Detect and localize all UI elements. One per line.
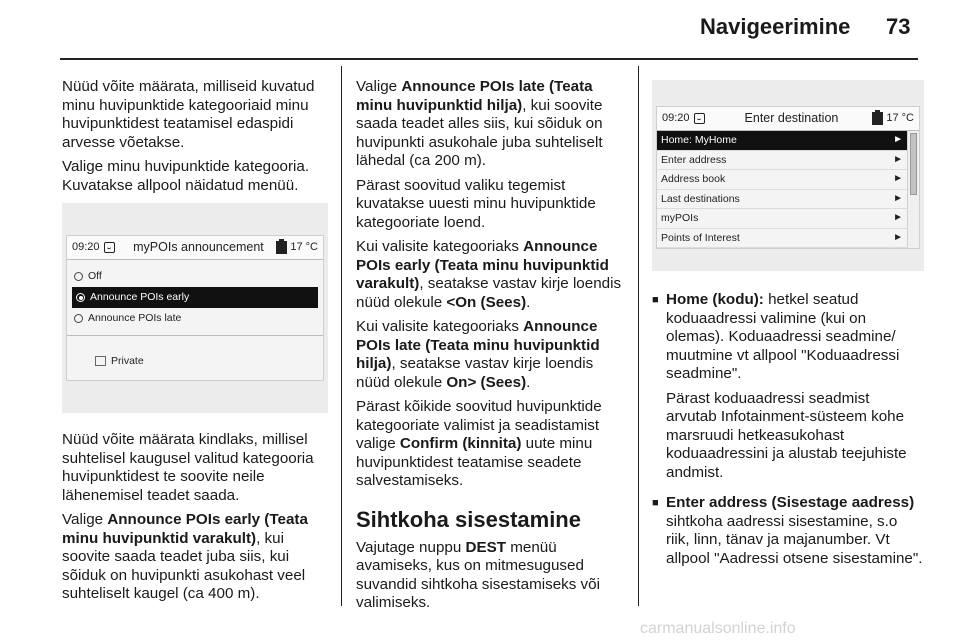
battery-icon	[872, 112, 883, 125]
bold-term: Announce POIs early (Teata minu huvipunktid varakult)	[356, 238, 609, 292]
list-item-address-book[interactable]	[657, 170, 907, 190]
bold-term: DEST	[465, 538, 507, 556]
bold-term: Home (kodu):	[666, 291, 764, 308]
screen-enter-destination	[656, 106, 920, 249]
option-announce-late[interactable]	[67, 308, 323, 329]
list-item-home[interactable]	[657, 131, 907, 151]
temperature: 17 °C	[290, 241, 318, 254]
chevron-right-icon: ►	[893, 173, 903, 184]
text-span: , seatakse vastav kirje loendis nüüd olekule	[356, 355, 594, 391]
chevron-right-icon: ►	[893, 192, 903, 204]
text-span: uute minu huvipunktidest teatamise seadete salvestamiseks.	[356, 435, 593, 489]
col2-paragraph-2: Pärast soovitud valiku tegemist kuvatakse uuesti minu huvipunktide kategooriate loend.	[356, 176, 596, 231]
separator	[67, 335, 323, 336]
destination-list	[657, 131, 919, 248]
option-announce-early[interactable]	[72, 287, 318, 308]
screen-header	[67, 236, 323, 260]
bold-term: Announce POIs early (Teata minu huvipunktid varakult)	[62, 511, 308, 547]
col2-paragraph-4	[356, 318, 624, 392]
list-item-mypois[interactable]	[657, 209, 907, 229]
chevron-right-icon: ►	[893, 212, 903, 223]
text-span: sihtkoha aadressi sisestamine, s.o riik, linn, tänav ja majanumber. Vt allpool "Aadressi otsene sisestamine".	[666, 512, 923, 567]
bold-term: Announce POIs late (Teata minu huvipunktid hilja)	[356, 78, 593, 114]
row-label: Enter address	[661, 153, 727, 166]
text-span: , kui soovite saada teadet alles siis, kui sõiduk on huvipunkti asukohale juba suhteliselt lähedal (ca 200 m).	[356, 96, 603, 169]
private-toggle[interactable]	[67, 342, 323, 380]
col2-paragraph-5	[356, 398, 624, 491]
bold-term: <On (Sees)	[446, 293, 527, 311]
watermark: carmanualsonline.info	[640, 620, 796, 637]
temperature: 17 °C	[886, 112, 914, 125]
scrollbar[interactable]	[907, 131, 919, 248]
list-item-points-of-interest[interactable]	[657, 229, 907, 249]
private-label: Private	[111, 354, 144, 367]
text-span: .	[526, 373, 531, 391]
option-off[interactable]	[67, 266, 323, 287]
chevron-right-icon: ►	[893, 231, 903, 243]
row-label: Home: MyHome	[661, 134, 737, 146]
bullet-square-icon: ■	[652, 497, 659, 509]
text-span: Pärast kõikide soovitud huvipunktide kategooriate valimist ja seadistamist valige	[356, 398, 602, 452]
radio-icon	[74, 272, 83, 281]
screen-title: Enter destination	[744, 111, 839, 126]
bullet-enter-address	[652, 494, 924, 574]
page-title: Navigeerimine	[700, 14, 851, 39]
row-label: Last destinations	[661, 192, 740, 205]
text-span: , kui soovite saada teadet juba siis, kui sõiduk on huvipunkti asukohast veel suhteliselt kaugel (ca 400 m).	[62, 529, 306, 602]
col1-paragraph-3: Nüüd võite määrata kindlaks, millisel suhtelisel kaugusel valitud kategooria huvipunktidest te soovite neile lähenemisel teadet saada.	[62, 431, 314, 504]
text-span: Vajutage nuppu	[356, 538, 466, 556]
text-span: hetkel seatud koduaadressi valimine (kui on olemas). Koduaadressi seadmine/ muutmine vt allpool "Koduaadressi seadmine".	[666, 291, 900, 382]
text-span: Kui valisite kategooriaks	[356, 318, 524, 335]
clock: 09:20	[662, 112, 690, 125]
page-number: 73	[886, 14, 911, 39]
list-item-last-destinations[interactable]	[657, 190, 907, 210]
smiley-icon	[104, 242, 115, 253]
row-label: Address book	[661, 173, 726, 185]
row-label: Points of Interest	[661, 231, 740, 244]
text-span: menüü avamiseks, kus on mitmesugused suvandid sihtkoha sisestamiseks või valimiseks.	[356, 538, 600, 611]
text-span: , seatakse vastav kirje loendis nüüd olekule	[356, 275, 622, 311]
col1-paragraph-4	[62, 511, 328, 604]
column-3	[652, 78, 924, 580]
bullet-paragraph	[666, 494, 924, 568]
bullet-square-icon: ■	[652, 294, 659, 306]
destination-rows	[657, 131, 907, 248]
bullet-paragraph	[666, 291, 924, 384]
screenshot-enter-destination	[652, 80, 924, 271]
option-label: Announce POIs late	[88, 312, 182, 325]
bold-term: Confirm (kinnita)	[399, 435, 522, 452]
text-span: Valige	[62, 511, 108, 528]
smiley-icon	[694, 113, 705, 124]
bullet-text	[666, 494, 924, 574]
bold-term: Announce POIs late (Teata minu huvipunktid hilja)	[356, 318, 600, 372]
private-icon	[95, 356, 106, 366]
col2-paragraph-1	[356, 78, 624, 171]
header-rule	[60, 58, 918, 60]
scrollbar-thumb[interactable]	[910, 133, 917, 195]
bullet-paragraph: Pärast koduaadressi seadmist arvutab Infotainment-süsteem kohe marsruudi hetkeasukohast koduaadressini ja alustab teejuhiste andmist.	[666, 389, 907, 481]
option-label: Announce POIs early	[90, 291, 190, 304]
clock: 09:20	[72, 241, 100, 254]
radio-selected-icon	[76, 293, 85, 302]
column-2	[356, 78, 624, 619]
col2-paragraph-3	[356, 238, 624, 312]
row-label: myPOIs	[661, 212, 699, 224]
battery-icon	[276, 241, 287, 254]
bullet-text	[666, 291, 924, 488]
screen-header	[657, 107, 919, 131]
bullet-home	[652, 291, 924, 488]
col1-paragraph-2: Valige minu huvipunktide kategooria. Kuvatakse allpool näidatud menüü.	[62, 158, 310, 194]
radio-icon	[74, 314, 83, 323]
screen-mypois	[66, 235, 324, 381]
text-span: .	[526, 293, 531, 311]
bold-term: On> (Sees)	[446, 373, 527, 391]
col2-paragraph-6	[356, 539, 624, 613]
col1-paragraph-1: Nüüd võite määrata, milliseid kuvatud minu huvipunktide kategooriaid minu huvipunktidest teatamisel edaspidi arvesse võetakse.	[62, 78, 315, 151]
chevron-right-icon: ►	[893, 134, 903, 145]
column-divider-1	[341, 66, 342, 606]
column-divider-2	[638, 66, 639, 606]
list-item-enter-address[interactable]	[657, 151, 907, 171]
screen-title: myPOIs announcement	[133, 240, 264, 255]
bold-term: Enter address (Sisestage aadress)	[666, 494, 915, 511]
chevron-right-icon: ►	[893, 153, 903, 165]
section-heading: Sihtkoha sisestamine	[356, 506, 581, 532]
column-1	[62, 78, 328, 610]
screenshot-mypois-announcement	[62, 203, 328, 413]
option-label: Off	[88, 270, 102, 283]
text-span: Valige	[356, 78, 402, 95]
text-span: Kui valisite kategooriaks	[356, 238, 524, 255]
